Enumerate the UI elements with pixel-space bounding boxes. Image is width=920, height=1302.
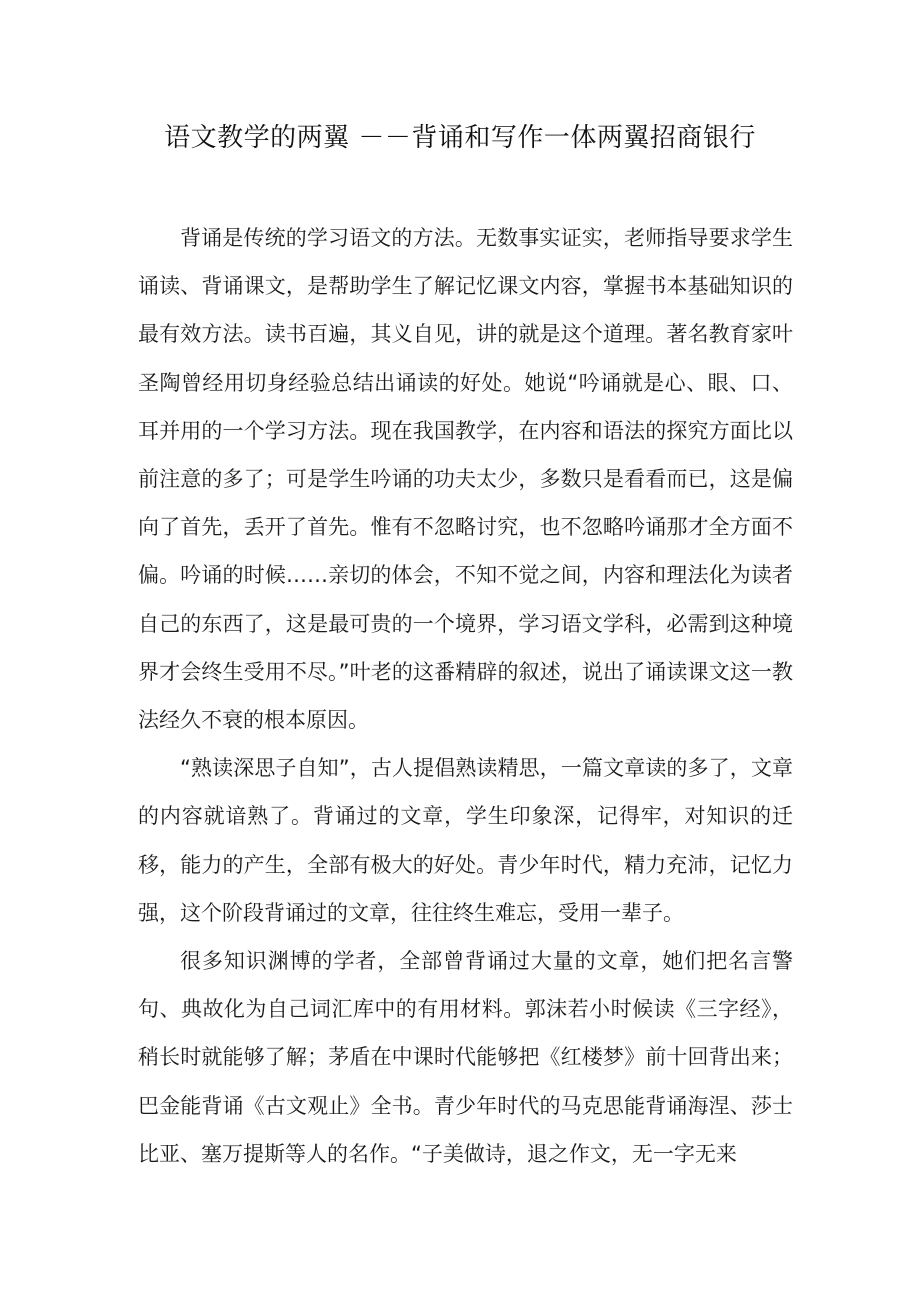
paragraph-scholars: 很多知识渊博的学者，全部曾背诵过大量的文章，她们把名言警句、典故化为自己词汇库中的有用材料。郭沫若小时候读《三字经》，稍长时就能够了解；茅盾在中课时代能够把《红楼梦》前十回背出来；巴金能背诵《古文观止》全书。青少年时代的马克思能背诵海涅、莎士比亚、塞万提斯等人的名作。“子美做诗，退之作文，无一字无来	[138, 949, 793, 1166]
paragraph-read-deeply: “熟读深思子自知”，古人提倡熟读精思，一篇文章读的多了，文章的内容就谙熟了。背诵过的文章，学生印象深，记得牢，对知识的迁移，能力的产生，全部有极大的好处。青少年时代，精力充沛，记忆力强，这个阶段背诵过的文章，往往终生难忘，受用一辈子。	[138, 756, 793, 925]
document-title: 语文教学的两翼 －－背诵和写作一体两翼招商银行	[164, 123, 756, 153]
document-body	[138, 214, 793, 1178]
paragraph-recitation-method: 背诵是传统的学习语文的方法。无数事实证实，老师指导要求学生诵读、背诵课文，是帮助学生了解记忆课文内容，掌握书本基础知识的最有效方法。读书百遍，其义自见，讲的就是这个道理。著名教育家叶圣陶曾经用切身经验总结出诵读的好处。她说“吟诵就是心、眼、口、耳并用的一个学习方法。现在我国教学，在内容和语法的探究方面比以前注意的多了；可是学生吟诵的功夫太少，多数只是看看而已，这是偏向了首先，丢开了首先。惟有不忽略讨究，也不忽略吟诵那才全方面不偏。吟诵的时候……亲切的体会，不知不觉之间，内容和理法化为读者自己的东西了，这是最可贵的一个境界，学习语文学科，必需到这种境界才会终生受用不尽。”叶老的这番精辟的叙述，说出了诵读课文这一教法经久不衰的根本原因。	[138, 226, 793, 733]
